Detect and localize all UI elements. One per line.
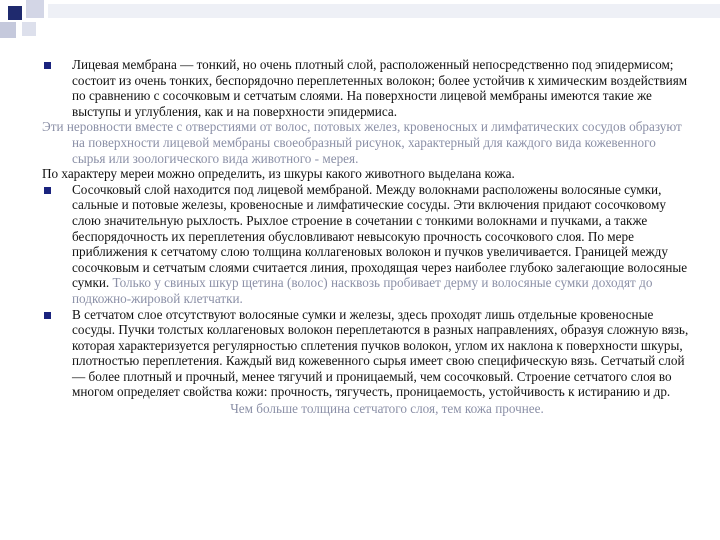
paragraph-text: Лицевая мембрана — тонкий, но очень плотный слой, расположенный непосредственно под эпидермисом; состоит из очень тонких, беспорядочно переплетенных волокон; более устойчив к химическим воздействиям по сравнению с сосочковым и сетчатым слоями. На поверхности лицевой мембраны имеются такие же выступы и углубления, как и на поверхности эпидермиса.: [72, 57, 688, 119]
paragraph-text: В сетчатом слое отсутствуют волосяные сумки и железы, здесь проходят лишь отдельные кровеносные сосуды. Пучки толстых коллагеновых волокон переплетаются в разных направлениях, образуя сложную вязь, которая характеризуется регулярностью сплетения пучков волокон, углом их наклона к поверхности шкуры, плотностью переплетения. Каждый вид кожевенного сырья имеет свою специфическую вязь. Сетчатый слой — более плотный и прочный, менее тягучий и проницаемый, чем сосочковый. Строение сетчатого слоя во многом определяет свойства кожи: прочность, тягучесть, проницаемость, устойчивость к истиранию и др.: [72, 306, 689, 400]
deco-square-light: [0, 22, 16, 38]
paragraph-text: Сосочковый слой находится под лицевой мембраной. Между волокнами расположены волосяные сумки, сальные и потовые железы, кровеносные и лимфатические сосуды. Эти включения придают сосочковому слою значительную рыхлость. Рыхлое строение в сочетании с тонкими волокнами и пучками, а также беспорядочность их переплетения обусловливают невысокую прочность сосочкового слоя. По мере приближения к сетчатому слою толщина коллагеновых волокон и пучков увеличивается. Границей между сосочковым и сетчатым слоями считается линия, проходящая через наиболее глубоко залегающие волосяные сумки.: [72, 181, 688, 291]
deco-square-dark: [8, 6, 22, 20]
deco-strip: [48, 4, 720, 18]
paragraph-papillary-layer: [42, 182, 692, 307]
paragraph-conclusion: Чем больше толщина сетчатого слоя, тем кожа прочнее.: [230, 401, 544, 417]
decorative-squares: [0, 0, 720, 40]
deco-square-light: [26, 0, 44, 18]
paragraph-mereya-note: По характеру мереи можно определить, из шкуры какого животного выделана кожа.: [42, 166, 515, 182]
paragraph-reticular-layer: [42, 307, 692, 401]
deco-square-light: [22, 22, 36, 36]
paragraph-muted-note: Только у свиных шкур щетина (волос) насквозь пробивает дерму и волосяные сумки доходят до подкожно-жировой клетчатки.: [72, 275, 653, 306]
bullet-square-icon: [44, 312, 51, 319]
paragraph-facial-membrane: [42, 57, 692, 119]
bullet-square-icon: [44, 62, 51, 69]
paragraph-irregularities: Эти неровности вместе с отверстиями от волос, потовых желез, кровеносных и лимфатических сосудов образуют на поверхности лицевой мембраны своеобразный рисунок, характерный для каждого вида кожевенного сырья или зоологического вида животного - мерея.: [42, 119, 682, 166]
bullet-square-icon: [44, 187, 51, 194]
slide-body: [42, 57, 692, 417]
